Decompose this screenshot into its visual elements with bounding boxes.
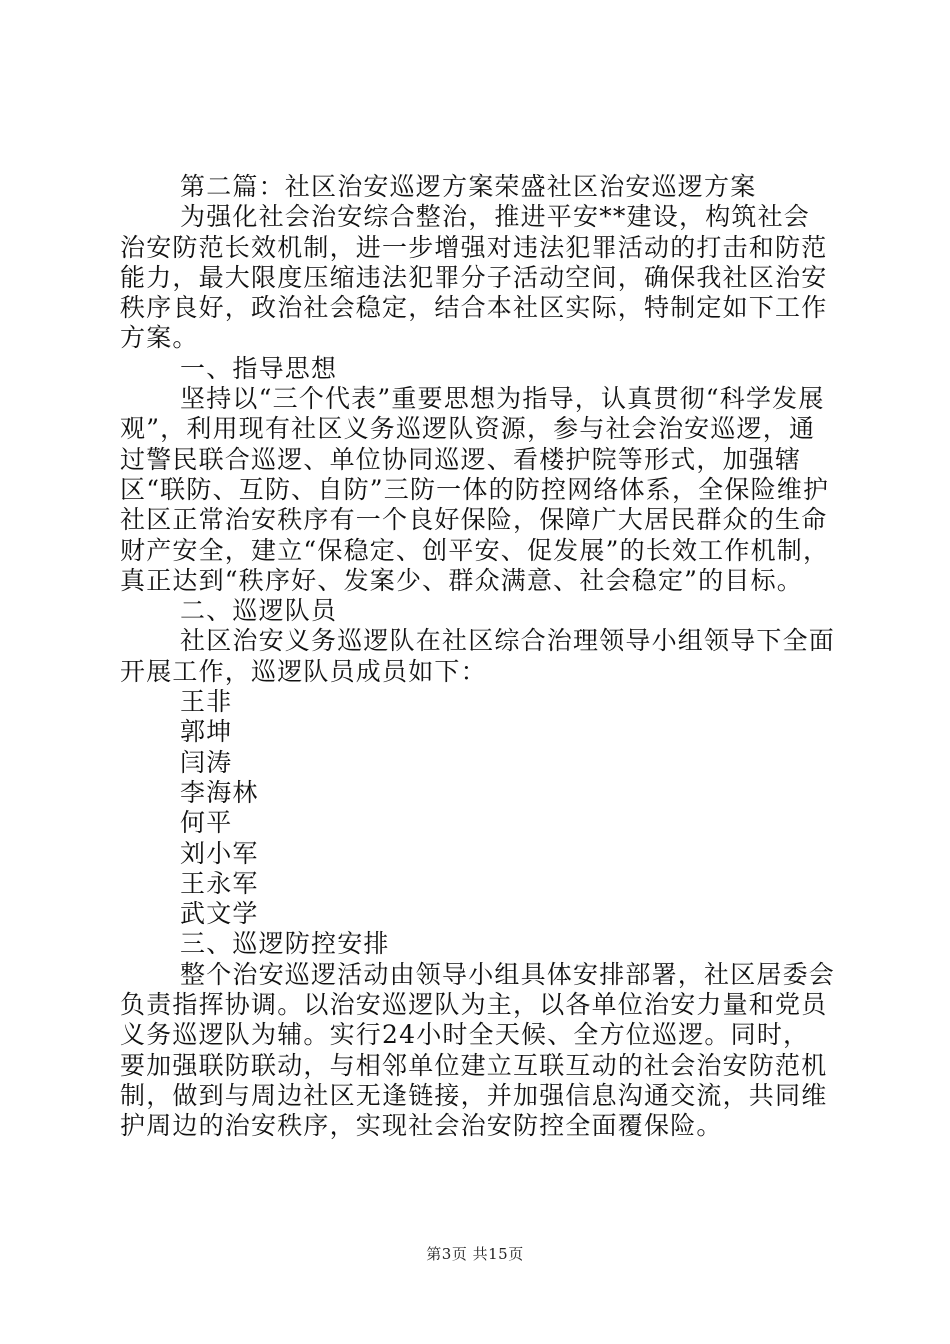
section-heading-patrol-arrangement: 三、巡逻防控安排 bbox=[180, 929, 390, 959]
member-name: 王永军 bbox=[180, 868, 259, 898]
member-name: 王非 bbox=[180, 687, 233, 717]
member-name: 刘小军 bbox=[180, 838, 259, 868]
guiding-ideology-paragraph: 坚持以“三个代表”重要思想为指导，认真贯彻“科学发展观”，利用现有社区义务巡逻队资源，参与社会治安巡逻，通过警民联合巡逻、单位协同巡逻、看楼护院等形式，加强辖区“联防、互防、自防”三防一体的防控网络体系，全保险维护社区正常治安秩序有一个良好保险，保障广大居民群众的生命财产安全，建立“保稳定、创平安、促发展”的长效工作机制，真正达到“秩序好、发案少、群众满意、社会稳定”的目标。 bbox=[120, 384, 830, 595]
page-footer: 第3页 共15页 bbox=[426, 1245, 524, 1263]
member-name: 武文学 bbox=[180, 899, 259, 929]
patrol-members-paragraph: 社区治安义务巡逻队在社区综合治理领导小组领导下全面开展工作，巡逻队员成员如下： bbox=[120, 626, 836, 686]
member-list bbox=[120, 687, 835, 929]
document-title: 第二篇：社区治安巡逻方案荣盛社区治安巡逻方案 bbox=[180, 172, 757, 201]
section-heading-guiding-ideology: 一、指导思想 bbox=[180, 353, 338, 383]
patrol-arrangement-paragraph: 整个治安巡逻活动由领导小组具体安排部署，社区居委会负责指挥协调。以治安巡逻队为主，以各单位治安力量和党员义务巡逻队为辅。实行24小时全天候、全方位巡逻。同时，要加强联防联动，与相邻单位建立互联互动的社会治安防范机制，做到与周边社区无逢链接，并加强信息沟通交流，共同维护周边的治安秩序，实现社会治安防控全面覆保险。 bbox=[120, 959, 836, 1141]
member-name: 郭坤 bbox=[180, 717, 233, 747]
section-heading-patrol-members: 二、巡逻队员 bbox=[180, 596, 338, 626]
intro-paragraph: 为强化社会治安综合整治，推进平安**建设，构筑社会治安防范长效机制，进一步增强对违法犯罪活动的打击和防范能力，最大限度压缩违法犯罪分子活动空间，确保我社区治安秩序良好，政治社会稳定，结合本社区实际，特制定如下工作方案。 bbox=[120, 202, 828, 353]
document-body bbox=[120, 172, 835, 1142]
member-name: 何平 bbox=[180, 808, 233, 838]
member-name: 李海林 bbox=[180, 777, 259, 807]
member-name: 闫涛 bbox=[180, 747, 233, 777]
